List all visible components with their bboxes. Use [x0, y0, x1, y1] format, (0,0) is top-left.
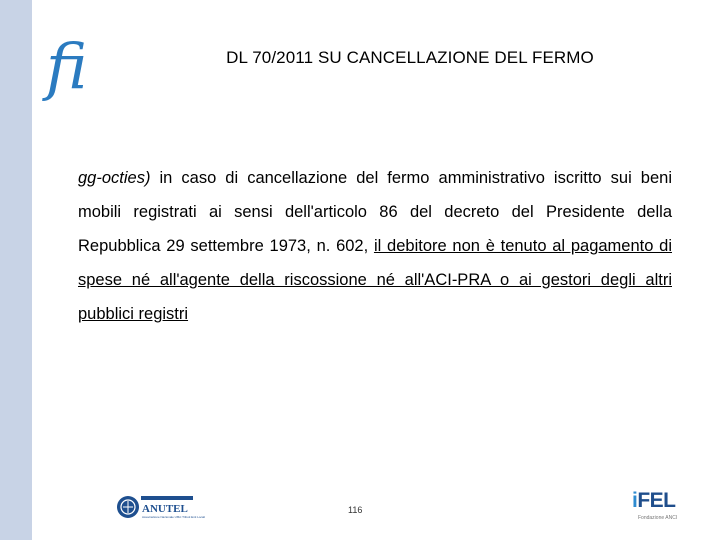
- body-lead: gg-octies): [78, 169, 151, 187]
- body-underlined: il debitore non è tenuto al pagamento di spese né all'agente della riscossione né all'ACI-PRA o ai gestori degli altri pubblici registri: [78, 237, 672, 323]
- ifel-logo: [632, 489, 678, 525]
- body-plain: in caso di cancellazione del fermo amministrativo iscritto sui beni mobili registrati ai sensi dell'articolo 86 del decreto del Presidente della Repubblica 29 settembre 1973, n. 602,: [78, 169, 672, 255]
- page-number: 116: [348, 505, 363, 515]
- ifel-wordmark: iFEL: [632, 489, 676, 512]
- anutel-tagline: Associazione Nazionale Uffici Tributi Enti Locali: [142, 515, 205, 519]
- anutel-wordmark: ANUTEL: [142, 503, 188, 515]
- ifel-tagline: Fondazione ANCI: [638, 515, 678, 521]
- fi-logo: [44, 30, 98, 102]
- left-decorative-bar: [0, 0, 32, 540]
- slide-body: [78, 161, 672, 331]
- anutel-logo: [116, 493, 205, 521]
- fi-logo-text: fi: [46, 30, 88, 103]
- slide-title: DL 70/2011 SU CANCELLAZIONE DEL FERMO: [226, 48, 594, 67]
